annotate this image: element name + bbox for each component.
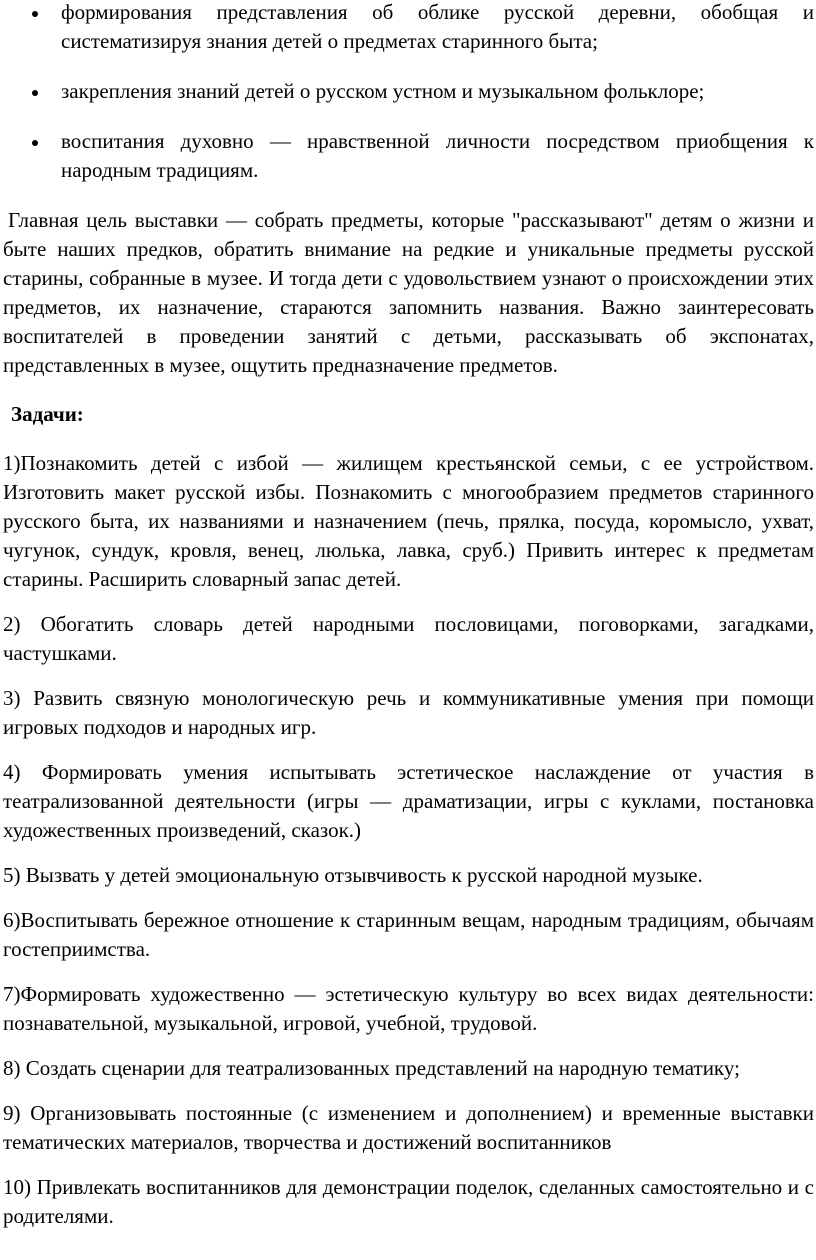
bullet-dot-icon — [32, 90, 38, 96]
main-goal-paragraph: Главная цель выставки — собрать предметы, которые "рассказывают" детям о жизни и быте наших предков, обратить внимание на редкие и уникальные предметы русской старины, собранные в музее. И тогда дети с удовольствием узнают о происхождении этих предметов, их назначение, стараются запомнить названия. Важно заинтересовать воспитателей в проведении занятий с детьми, рассказывать об экспонатах, представленных в музее, ощутить предназначение предметов. — [3, 208, 814, 377]
task-item: 7)Формировать художественно — эстетическую культуру во всех видах деятельности: познавательной, музыкальной, игровой, учебной, трудовой. — [3, 982, 814, 1035]
tasks-heading: Задачи: — [11, 402, 84, 426]
bullet-text: воспитания духовно — нравственной личности посредством приобщения к народным традициям. — [61, 129, 814, 182]
bullet-text: закрепления знаний детей о русском устном и музыкальном фольклоре; — [61, 79, 705, 103]
task-item: 10) Привлекать воспитанников для демонстрации поделок, сделанных самостоятельно и с родителями. — [3, 1175, 814, 1228]
task-item: 5) Вызвать у детей эмоциональную отзывчивость к русской народной музыке. — [3, 863, 703, 887]
bullet-dot-icon — [32, 11, 38, 17]
bullet-text: формирования представления об облике русской деревни, обобщая и систематизируя знания детей о предметах старинного быта; — [61, 0, 814, 53]
task-item: 9) Организовывать постоянные (с изменением и дополнением) и временные выставки тематических материалов, творчества и достижений воспитанников — [3, 1101, 814, 1154]
task-item: 2) Обогатить словарь детей народными пословицами, поговорками, загадками, частушками. — [3, 612, 814, 665]
bullet-item — [3, 0, 814, 56]
goals-bullet-list — [3, 0, 814, 185]
task-item: 4) Формировать умения испытывать эстетическое наслаждение от участия в театрализованной деятельности (игры — драматизации, игры с куклами, постановка художественных произведений, сказок.) — [3, 760, 814, 842]
task-item: 6)Воспитывать бережное отношение к старинным вещам, народным традициям, обычаям гостеприимства. — [3, 908, 814, 961]
tasks-list — [3, 449, 814, 1231]
task-item: 8) Создать сценарии для театрализованных представлений на народную тематику; — [3, 1056, 740, 1080]
task-item: 1)Познакомить детей с избой — жилищем крестьянской семьи, с ее устройством. Изготовить макет русской избы. Познакомить с многообразием предметов старинного русского быта, их названиями и назначением (печь, прялка, посуда, коромысло, ухват, чугунок, сундук, кровля, венец, люлька, лавка, сруб.) Привить интерес к предметам старины. Расширить словарный запас детей. — [3, 451, 814, 591]
bullet-dot-icon — [32, 140, 38, 146]
bullet-item — [3, 127, 814, 185]
task-item: 3) Развить связную монологическую речь и коммуникативные умения при помощи игровых подходов и народных игр. — [3, 686, 814, 739]
bullet-item — [3, 77, 814, 106]
